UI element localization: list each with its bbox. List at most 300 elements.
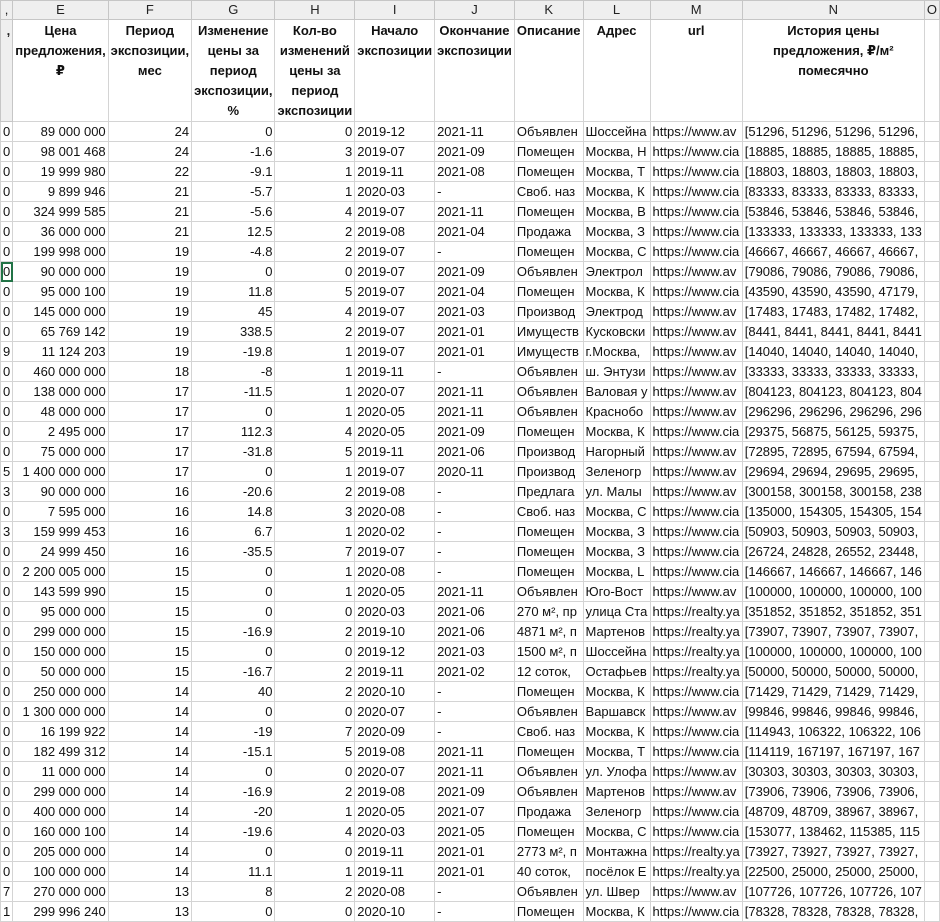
header-cell[interactable]: Адрес (583, 20, 650, 122)
cell[interactable]: -11.5 (192, 382, 275, 402)
cell[interactable]: улица Ста (583, 602, 650, 622)
cell[interactable]: 199 998 000 (13, 242, 108, 262)
cell[interactable]: Производ (514, 302, 583, 322)
cell[interactable]: 50 000 000 (13, 662, 108, 682)
cell[interactable]: 2 200 005 000 (13, 562, 108, 582)
cell[interactable]: Москва, Т (583, 162, 650, 182)
cell[interactable]: 0 (275, 902, 355, 922)
cell-partial[interactable]: 1 (1, 902, 13, 922)
cell[interactable]: 11 124 203 (13, 342, 108, 362)
cell[interactable]: 2021-11 (435, 582, 515, 602)
cell[interactable]: 2019-07 (355, 462, 435, 482)
cell[interactable]: 270 м², пр (514, 602, 583, 622)
cell[interactable]: [51296, 51296, 51296, 51296, (742, 122, 924, 142)
cell[interactable]: 0 (275, 702, 355, 722)
header-cell[interactable]: Кол-во изменений цены за период экспозиции (275, 20, 355, 122)
cell-partial[interactable]: 0 (1, 542, 13, 562)
cell[interactable]: 2019-11 (355, 842, 435, 862)
cell[interactable]: 0 (192, 562, 275, 582)
cell[interactable]: https://www.av (650, 762, 742, 782)
cell[interactable]: 14 (108, 842, 191, 862)
cell[interactable]: 2021-09 (435, 422, 515, 442)
cell[interactable]: 2021-01 (435, 862, 515, 882)
cell[interactable]: 4871 м², п (514, 622, 583, 642)
cell[interactable]: 12.5 (192, 222, 275, 242)
cell[interactable]: https://www.av (650, 302, 742, 322)
cell[interactable]: 400 000 000 (13, 802, 108, 822)
cell[interactable]: 2019-07 (355, 282, 435, 302)
cell[interactable]: 2019-11 (355, 442, 435, 462)
cell[interactable]: 2020-05 (355, 582, 435, 602)
cell[interactable]: ул. Улофа (583, 762, 650, 782)
header-cell[interactable]: История цены предложения, ₽/м² помесячно (742, 20, 924, 122)
cell[interactable]: 14 (108, 762, 191, 782)
cell-partial[interactable]: 0 (1, 562, 13, 582)
cell[interactable]: 4 (275, 202, 355, 222)
cell[interactable]: 1 (275, 162, 355, 182)
cell[interactable]: 2021-04 (435, 222, 515, 242)
cell-partial[interactable]: 0 (1, 802, 13, 822)
header-cell[interactable] (924, 20, 939, 122)
cell[interactable]: Москва, Н (583, 142, 650, 162)
cell-partial[interactable]: 0 (1, 262, 13, 282)
cell[interactable]: 2021-09 (435, 782, 515, 802)
cell[interactable]: https://www.cia (650, 242, 742, 262)
header-cell[interactable]: Описание (514, 20, 583, 122)
cell[interactable]: 2020-05 (355, 422, 435, 442)
cell-empty[interactable] (924, 422, 939, 442)
cell[interactable]: 5 (275, 282, 355, 302)
cell[interactable]: Производ (514, 442, 583, 462)
cell[interactable]: - (435, 702, 515, 722)
cell[interactable]: 338.5 (192, 322, 275, 342)
cell-empty[interactable] (924, 762, 939, 782)
cell[interactable]: 4 (275, 302, 355, 322)
cell[interactable]: [153077, 138462, 115385, 115 (742, 822, 924, 842)
cell-partial[interactable]: 0 (1, 322, 13, 342)
cell[interactable]: Помещен (514, 522, 583, 542)
header-cell[interactable]: Период экспозиции, мес (108, 20, 191, 122)
cell[interactable]: [50903, 50903, 50903, 50903, (742, 522, 924, 542)
cell[interactable]: [804123, 804123, 804123, 804 (742, 382, 924, 402)
cell[interactable]: Производ (514, 462, 583, 482)
cell[interactable]: https://www.cia (650, 822, 742, 842)
cell[interactable]: 2 (275, 242, 355, 262)
cell[interactable]: Москва, К (583, 182, 650, 202)
cell[interactable]: Помещен (514, 822, 583, 842)
cell[interactable]: 2 (275, 882, 355, 902)
column-letter[interactable]: M (650, 1, 742, 20)
cell[interactable]: 2019-08 (355, 782, 435, 802)
cell[interactable]: 24 (108, 142, 191, 162)
cell[interactable]: 13 (108, 902, 191, 922)
cell[interactable]: 7 595 000 (13, 502, 108, 522)
cell-empty[interactable] (924, 802, 939, 822)
cell-empty[interactable] (924, 162, 939, 182)
cell[interactable]: [296296, 296296, 296296, 296 (742, 402, 924, 422)
cell[interactable]: 2019-12 (355, 122, 435, 142)
column-letter[interactable]: E (13, 1, 108, 20)
cell[interactable]: 2021-06 (435, 442, 515, 462)
header-cell[interactable]: Цена предложения, ₽ (13, 20, 108, 122)
cell[interactable]: https://www.cia (650, 422, 742, 442)
cell[interactable]: 1 300 000 000 (13, 702, 108, 722)
cell-empty[interactable] (924, 882, 939, 902)
cell-empty[interactable] (924, 302, 939, 322)
cell[interactable]: 95 000 100 (13, 282, 108, 302)
cell[interactable]: 1500 м², п (514, 642, 583, 662)
cell[interactable]: https://realty.ya (650, 642, 742, 662)
cell[interactable]: 2 (275, 682, 355, 702)
cell-partial[interactable]: 0 (1, 202, 13, 222)
cell[interactable]: -15.1 (192, 742, 275, 762)
cell[interactable]: 1 400 000 000 (13, 462, 108, 482)
cell-partial[interactable]: 7 (1, 882, 13, 902)
cell[interactable]: 19 (108, 342, 191, 362)
cell[interactable]: -35.5 (192, 542, 275, 562)
cell[interactable]: 0 (192, 842, 275, 862)
cell[interactable]: 2021-05 (435, 822, 515, 842)
cell[interactable]: 2020-03 (355, 602, 435, 622)
cell[interactable]: 2021-11 (435, 382, 515, 402)
cell[interactable]: [33333, 33333, 33333, 33333, (742, 362, 924, 382)
cell[interactable]: 2020-08 (355, 882, 435, 902)
cell[interactable]: [73907, 73907, 73907, 73907, (742, 622, 924, 642)
cell[interactable]: Монтажна (583, 842, 650, 862)
cell[interactable]: 11.1 (192, 862, 275, 882)
cell[interactable]: Своб. наз (514, 722, 583, 742)
cell[interactable]: -9.1 (192, 162, 275, 182)
cell-empty[interactable] (924, 742, 939, 762)
cell[interactable]: 14 (108, 802, 191, 822)
cell[interactable]: Шоссейна (583, 122, 650, 142)
cell[interactable]: https://www.av (650, 122, 742, 142)
cell[interactable]: 0 (192, 902, 275, 922)
cell[interactable]: Москва, С (583, 822, 650, 842)
cell[interactable]: 2021-01 (435, 322, 515, 342)
cell-partial[interactable]: 0 (1, 162, 13, 182)
cell-partial[interactable]: 0 (1, 182, 13, 202)
cell-empty[interactable] (924, 782, 939, 802)
cell-partial[interactable]: 3 (1, 522, 13, 542)
cell[interactable]: 17 (108, 462, 191, 482)
cell[interactable]: Объявлен (514, 782, 583, 802)
cell-empty[interactable] (924, 222, 939, 242)
cell[interactable]: 3 (275, 142, 355, 162)
header-cell[interactable]: , (1, 20, 13, 122)
cell[interactable]: https://www.av (650, 342, 742, 362)
cell[interactable]: 1 (275, 562, 355, 582)
cell[interactable]: 2021-11 (435, 742, 515, 762)
cell-partial[interactable]: 0 (1, 822, 13, 842)
cell-empty[interactable] (924, 182, 939, 202)
cell[interactable]: 2019-10 (355, 622, 435, 642)
cell-empty[interactable] (924, 622, 939, 642)
cell[interactable]: 1 (275, 362, 355, 382)
cell[interactable]: 2021-01 (435, 342, 515, 362)
cell[interactable]: - (435, 482, 515, 502)
cell[interactable]: - (435, 882, 515, 902)
cell[interactable]: 16 (108, 482, 191, 502)
cell[interactable]: Помещен (514, 142, 583, 162)
cell-partial[interactable]: 0 (1, 682, 13, 702)
cell[interactable]: https://www.cia (650, 802, 742, 822)
cell[interactable]: 15 (108, 582, 191, 602)
cell[interactable]: 24 999 450 (13, 542, 108, 562)
cell-empty[interactable] (924, 462, 939, 482)
cell[interactable]: [99846, 99846, 99846, 99846, (742, 702, 924, 722)
cell[interactable]: 75 000 000 (13, 442, 108, 462)
cell[interactable]: https://www.av (650, 402, 742, 422)
cell[interactable]: -8 (192, 362, 275, 382)
cell[interactable]: 2019-07 (355, 342, 435, 362)
cell[interactable]: 2021-03 (435, 302, 515, 322)
cell[interactable]: 2021-11 (435, 402, 515, 422)
cell-partial[interactable]: 0 (1, 762, 13, 782)
cell[interactable]: 2020-10 (355, 682, 435, 702)
cell-partial[interactable]: 0 (1, 602, 13, 622)
column-letter[interactable]: K (514, 1, 583, 20)
cell[interactable]: 2021-11 (435, 762, 515, 782)
cell[interactable]: 21 (108, 182, 191, 202)
cell[interactable]: 2020-11 (435, 462, 515, 482)
cell[interactable]: 138 000 000 (13, 382, 108, 402)
cell[interactable]: 11.8 (192, 282, 275, 302)
cell[interactable]: Мартенов (583, 782, 650, 802)
cell[interactable]: 15 (108, 642, 191, 662)
cell[interactable]: 15 (108, 562, 191, 582)
cell-empty[interactable] (924, 702, 939, 722)
cell[interactable]: 1 (275, 462, 355, 482)
cell[interactable]: 0 (275, 642, 355, 662)
cell[interactable]: 205 000 000 (13, 842, 108, 862)
cell[interactable]: 2019-07 (355, 262, 435, 282)
cell-empty[interactable] (924, 262, 939, 282)
cell[interactable]: 2020-05 (355, 402, 435, 422)
cell-partial[interactable]: 9 (1, 342, 13, 362)
column-letter[interactable]: I (355, 1, 435, 20)
cell[interactable]: 1 (275, 522, 355, 542)
cell[interactable]: 17 (108, 402, 191, 422)
cell[interactable]: 2019-08 (355, 482, 435, 502)
cell[interactable]: 270 000 000 (13, 882, 108, 902)
cell-empty[interactable] (924, 142, 939, 162)
cell[interactable]: 2019-11 (355, 362, 435, 382)
cell[interactable]: 1 (275, 802, 355, 822)
cell[interactable]: 0 (275, 602, 355, 622)
cell[interactable]: 2019-08 (355, 222, 435, 242)
cell[interactable]: Москва, К (583, 722, 650, 742)
cell[interactable]: -19.8 (192, 342, 275, 362)
cell[interactable]: 143 599 990 (13, 582, 108, 602)
cell[interactable]: https://realty.ya (650, 862, 742, 882)
cell[interactable]: Продажа (514, 802, 583, 822)
cell[interactable]: 2019-07 (355, 302, 435, 322)
cell[interactable]: - (435, 522, 515, 542)
cell-empty[interactable] (924, 902, 939, 922)
cell[interactable]: 16 199 922 (13, 722, 108, 742)
cell-partial[interactable]: 0 (1, 142, 13, 162)
cell-empty[interactable] (924, 342, 939, 362)
column-letter[interactable]: L (583, 1, 650, 20)
cell-empty[interactable] (924, 582, 939, 602)
cell[interactable]: 12 соток, (514, 662, 583, 682)
cell-empty[interactable] (924, 282, 939, 302)
cell[interactable]: https://www.av (650, 462, 742, 482)
cell[interactable]: https://realty.ya (650, 662, 742, 682)
cell[interactable]: 24 (108, 122, 191, 142)
cell[interactable]: 182 499 312 (13, 742, 108, 762)
cell[interactable]: 65 769 142 (13, 322, 108, 342)
cell[interactable]: 299 000 000 (13, 622, 108, 642)
cell[interactable]: 2019-07 (355, 242, 435, 262)
cell[interactable]: 2021-08 (435, 162, 515, 182)
cell[interactable]: - (435, 682, 515, 702)
cell[interactable]: 100 000 000 (13, 862, 108, 882)
cell[interactable]: 2019-07 (355, 202, 435, 222)
cell[interactable]: 2021-09 (435, 142, 515, 162)
cell-partial[interactable]: 0 (1, 582, 13, 602)
cell[interactable]: Варшавск (583, 702, 650, 722)
cell[interactable]: 0 (192, 582, 275, 602)
cell[interactable]: 2021-06 (435, 622, 515, 642)
cell[interactable]: 0 (192, 762, 275, 782)
cell[interactable]: 40 соток, (514, 862, 583, 882)
cell-empty[interactable] (924, 362, 939, 382)
column-letter[interactable]: , (1, 1, 13, 20)
cell[interactable]: 6.7 (192, 522, 275, 542)
cell-partial[interactable]: 3 (1, 482, 13, 502)
cell[interactable]: 299 996 240 (13, 902, 108, 922)
cell[interactable]: Имуществ (514, 342, 583, 362)
cell[interactable]: 95 000 000 (13, 602, 108, 622)
cell[interactable]: 2019-07 (355, 542, 435, 562)
cell[interactable]: Москва, К (583, 282, 650, 302)
cell-partial[interactable]: 0 (1, 442, 13, 462)
cell[interactable]: 2020-08 (355, 562, 435, 582)
cell[interactable]: 36 000 000 (13, 222, 108, 242)
cell[interactable]: https://www.cia (650, 722, 742, 742)
cell[interactable]: Объявлен (514, 762, 583, 782)
cell[interactable]: https://www.cia (650, 902, 742, 922)
cell-empty[interactable] (924, 382, 939, 402)
cell[interactable]: 19 (108, 302, 191, 322)
cell[interactable]: Помещен (514, 742, 583, 762)
cell[interactable]: ул. Швер (583, 882, 650, 902)
cell[interactable]: Мартенов (583, 622, 650, 642)
cell-partial[interactable]: 0 (1, 382, 13, 402)
cell[interactable]: https://www.cia (650, 502, 742, 522)
cell[interactable]: 21 (108, 222, 191, 242)
cell[interactable]: Москва, З (583, 222, 650, 242)
cell[interactable]: https://www.av (650, 482, 742, 502)
cell[interactable]: 48 000 000 (13, 402, 108, 422)
cell[interactable]: Помещен (514, 162, 583, 182)
cell[interactable]: 112.3 (192, 422, 275, 442)
cell[interactable]: 14 (108, 742, 191, 762)
cell[interactable]: Помещен (514, 542, 583, 562)
cell[interactable]: [29375, 56875, 56125, 59375, (742, 422, 924, 442)
cell[interactable]: - (435, 542, 515, 562)
cell[interactable]: 2021-11 (435, 122, 515, 142)
cell[interactable]: [114943, 106322, 106322, 106 (742, 722, 924, 742)
cell[interactable]: 2020-07 (355, 762, 435, 782)
cell[interactable]: Москва, В (583, 202, 650, 222)
cell[interactable]: 2 495 000 (13, 422, 108, 442)
cell[interactable]: 2020-03 (355, 182, 435, 202)
cell[interactable]: 160 000 100 (13, 822, 108, 842)
cell[interactable]: https://www.cia (650, 522, 742, 542)
cell[interactable]: Предлага (514, 482, 583, 502)
cell[interactable]: Электрод (583, 302, 650, 322)
cell[interactable]: 1 (275, 382, 355, 402)
cell[interactable]: [29694, 29694, 29695, 29695, (742, 462, 924, 482)
cell[interactable]: 2019-08 (355, 742, 435, 762)
cell[interactable]: 89 000 000 (13, 122, 108, 142)
cell[interactable]: Москва, З (583, 542, 650, 562)
cell[interactable]: [22500, 25000, 25000, 25000, (742, 862, 924, 882)
cell-empty[interactable] (924, 122, 939, 142)
cell[interactable]: 14 (108, 862, 191, 882)
cell[interactable]: Объявлен (514, 122, 583, 142)
cell-empty[interactable] (924, 242, 939, 262)
cell[interactable]: Москва, З (583, 522, 650, 542)
cell-empty[interactable] (924, 202, 939, 222)
cell[interactable]: 18 (108, 362, 191, 382)
cell-empty[interactable] (924, 642, 939, 662)
cell[interactable]: 2 (275, 782, 355, 802)
cell-empty[interactable] (924, 482, 939, 502)
cell[interactable]: 1 (275, 402, 355, 422)
cell[interactable]: 324 999 585 (13, 202, 108, 222)
cell[interactable]: [30303, 30303, 30303, 30303, (742, 762, 924, 782)
cell[interactable]: 2019-11 (355, 862, 435, 882)
cell[interactable]: 2773 м², п (514, 842, 583, 862)
cell[interactable]: 16 (108, 542, 191, 562)
cell[interactable]: 2 (275, 662, 355, 682)
cell[interactable]: https://www.av (650, 882, 742, 902)
cell[interactable]: 0 (192, 702, 275, 722)
cell[interactable]: 1 (275, 862, 355, 882)
cell[interactable]: Москва, К (583, 902, 650, 922)
cell[interactable]: 2020-03 (355, 822, 435, 842)
cell[interactable]: - (435, 902, 515, 922)
cell-empty[interactable] (924, 442, 939, 462)
cell[interactable]: [50000, 50000, 50000, 50000, (742, 662, 924, 682)
cell[interactable]: [146667, 146667, 146667, 146 (742, 562, 924, 582)
cell[interactable]: 159 999 453 (13, 522, 108, 542)
cell[interactable]: 15 (108, 602, 191, 622)
cell-partial[interactable]: 0 (1, 722, 13, 742)
cell-empty[interactable] (924, 822, 939, 842)
cell[interactable]: 13 (108, 882, 191, 902)
cell[interactable]: - (435, 722, 515, 742)
cell[interactable]: 14.8 (192, 502, 275, 522)
cell[interactable]: Объявлен (514, 582, 583, 602)
cell[interactable]: - (435, 562, 515, 582)
cell[interactable]: Кусковски (583, 322, 650, 342)
cell[interactable]: 40 (192, 682, 275, 702)
cell-partial[interactable]: 5 (1, 462, 13, 482)
cell[interactable]: Имуществ (514, 322, 583, 342)
cell[interactable]: 0 (192, 122, 275, 142)
cell[interactable]: https://www.cia (650, 562, 742, 582)
cell[interactable]: Объявлен (514, 402, 583, 422)
cell[interactable]: https://www.av (650, 442, 742, 462)
column-letter[interactable]: G (192, 1, 275, 20)
cell[interactable]: 150 000 000 (13, 642, 108, 662)
cell[interactable]: https://www.cia (650, 142, 742, 162)
